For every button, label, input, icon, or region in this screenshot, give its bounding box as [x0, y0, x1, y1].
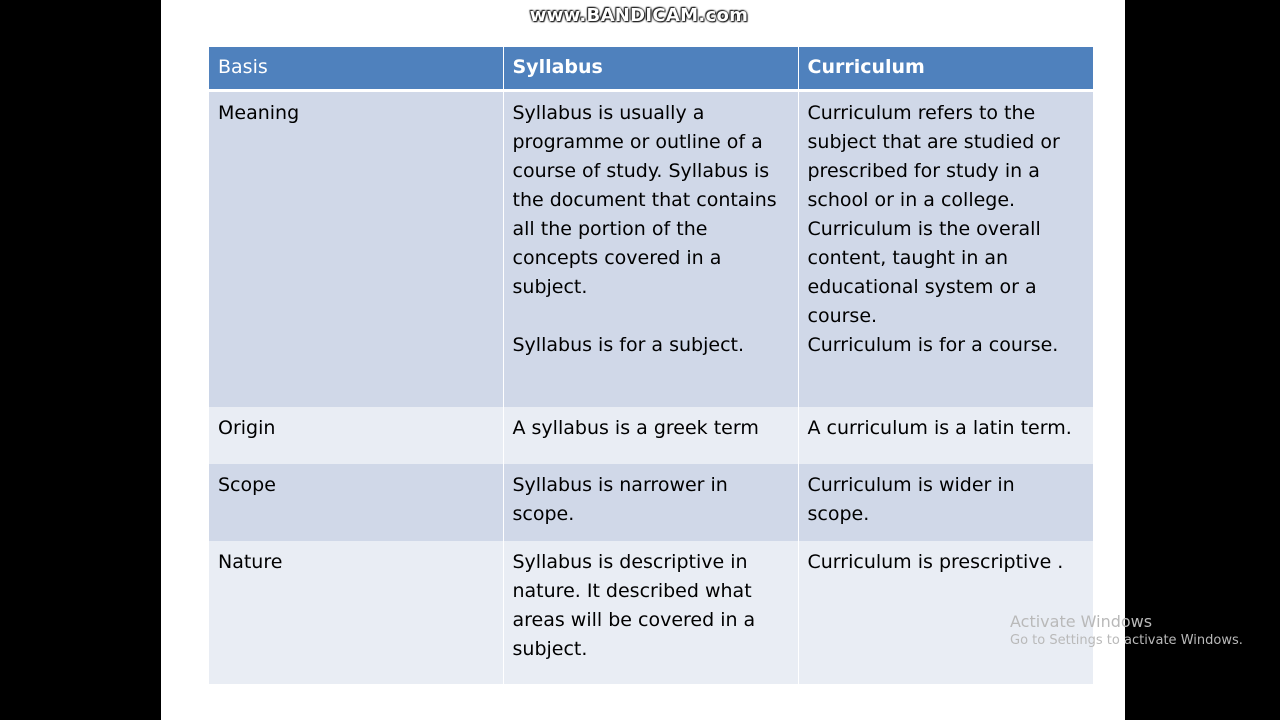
table-row: [209, 91, 1093, 408]
syllabus-cell: [503, 541, 798, 684]
comparison-table: [209, 47, 1093, 684]
basis-cell: Meaning: [209, 91, 503, 408]
header-basis: Basis: [209, 47, 503, 91]
syllabus-cell: [503, 464, 798, 541]
text-line: programme or outline of a: [512, 131, 763, 153]
syllabus-cell: [503, 91, 798, 408]
text-line: Syllabus is usually a: [512, 102, 705, 124]
table-header-row: [209, 47, 1093, 91]
text-line: prescribed for study in a: [807, 160, 1040, 182]
table-row: [209, 541, 1093, 684]
text-line: all the portion of the: [512, 218, 708, 240]
text-line: subject that are studied or: [807, 131, 1060, 153]
syllabus-cell: [503, 407, 798, 464]
curriculum-cell: [798, 464, 1093, 541]
text-line: Curriculum is prescriptive .: [807, 551, 1064, 573]
text-line: Syllabus is narrower in: [512, 474, 728, 496]
text-line: course of study. Syllabus is: [512, 160, 770, 182]
windows-activation-notice: [1010, 612, 1243, 650]
bandicam-watermark: www.BANDICAM.com: [529, 5, 749, 26]
text-line: Curriculum is the overall: [807, 218, 1041, 240]
text-line: content, taught in an: [807, 247, 1009, 269]
text-line: scope.: [807, 503, 870, 525]
basis-cell: Nature: [209, 541, 503, 684]
header-curriculum: Curriculum: [798, 47, 1093, 91]
text-line: subject.: [512, 638, 588, 660]
header-syllabus: Syllabus: [503, 47, 798, 91]
text-line: A curriculum is a latin term.: [807, 417, 1072, 439]
text-line: A syllabus is a greek term: [512, 417, 759, 439]
text-line: school or in a college.: [807, 189, 1016, 211]
text-line: Curriculum refers to the: [807, 102, 1036, 124]
basis-cell: Origin: [209, 407, 503, 464]
text-line: concepts covered in a: [512, 247, 722, 269]
table-row: [209, 407, 1093, 464]
table-row: [209, 464, 1093, 541]
text-line: Syllabus is descriptive in: [512, 551, 748, 573]
text-line: nature. It described what: [512, 580, 752, 602]
text-line: subject.: [512, 276, 588, 298]
text-line: the document that contains: [512, 189, 777, 211]
text-line: Curriculum is wider in: [807, 474, 1015, 496]
curriculum-cell: [798, 407, 1093, 464]
text-line: Syllabus is for a subject.: [512, 334, 745, 356]
curriculum-cell: [798, 91, 1093, 408]
text-line: areas will be covered in a: [512, 609, 756, 631]
text-line: scope.: [512, 503, 575, 525]
activation-title: Activate Windows: [1010, 612, 1153, 631]
activation-subtitle: Go to Settings to activate Windows.: [1010, 633, 1243, 648]
text-line: course.: [807, 305, 878, 327]
basis-cell: Scope: [209, 464, 503, 541]
text-line: Curriculum is for a course.: [807, 334, 1059, 356]
line-gap: [513, 302, 789, 331]
text-line: educational system or a: [807, 276, 1037, 298]
